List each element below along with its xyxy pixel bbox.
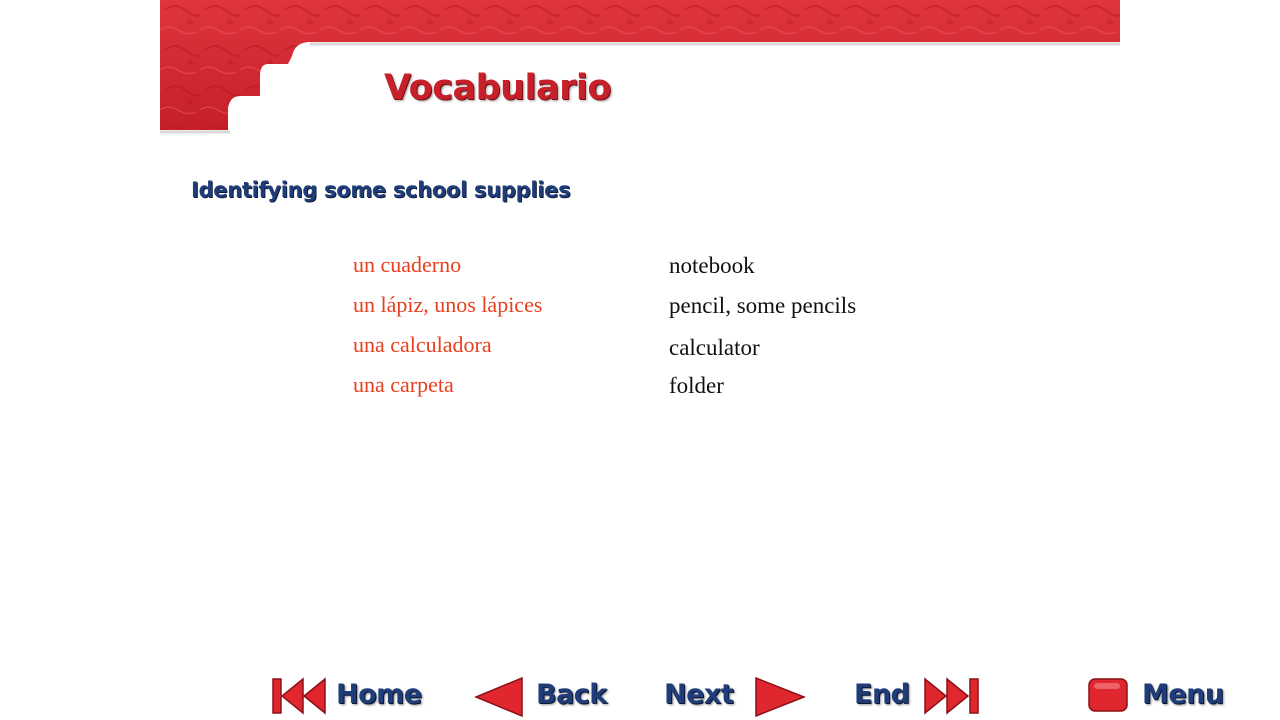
menu-label: Menu: [1142, 679, 1224, 710]
vocab-english-1: notebook: [669, 253, 755, 278]
vocab-spanish-4: una carpeta: [353, 372, 454, 397]
page-title: Vocabulario: [384, 68, 611, 108]
rewind-icon: [270, 675, 330, 717]
back-label: Back: [536, 679, 607, 710]
home-button[interactable]: [270, 670, 440, 720]
vocab-english-2: pencil, some pencils: [669, 293, 857, 318]
fast-forward-icon: [922, 675, 982, 717]
back-arrow-icon: [472, 675, 528, 719]
vocab-spanish-2: un lápiz, unos lápices: [353, 292, 543, 317]
vocab-english-3: calculator: [669, 335, 760, 360]
vocab-spanish-3: una calculadora: [353, 332, 492, 357]
next-arrow-icon: [752, 675, 808, 719]
header-banner: [160, 0, 1120, 150]
end-label: End: [854, 679, 910, 710]
end-button[interactable]: [852, 670, 992, 720]
next-label: Next: [664, 679, 734, 710]
vocab-english-4: folder: [669, 373, 724, 398]
menu-button[interactable]: [1086, 670, 1236, 720]
vocab-spanish-1: un cuaderno: [353, 252, 462, 277]
header-banner-graphic: [160, 0, 1120, 150]
back-button[interactable]: [472, 670, 622, 720]
section-title: Identifying some school supplies: [191, 178, 571, 202]
next-button[interactable]: [662, 670, 812, 720]
home-label: Home: [336, 679, 422, 710]
menu-square-icon: [1086, 675, 1132, 717]
